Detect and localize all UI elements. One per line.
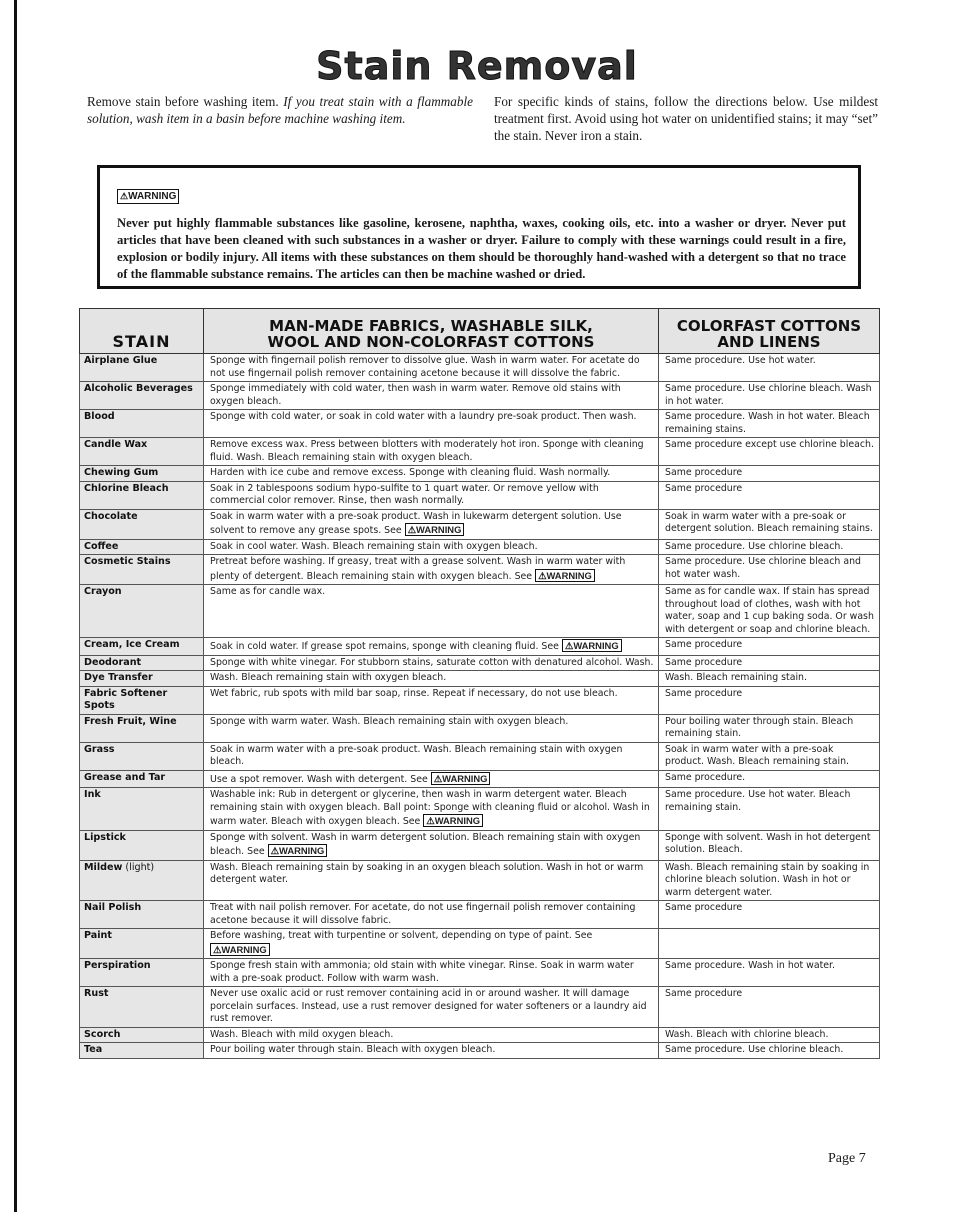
man-made-procedure: Sponge with cold water, or soak in cold water with a laundry pre-soak product. Then wash. xyxy=(210,411,637,422)
table-row xyxy=(80,788,880,831)
colorfast-procedure: Same procedure. Wash in hot water. xyxy=(665,960,836,971)
stain-name: Cream, Ice Cream xyxy=(84,639,180,650)
colorfast-procedure: Same procedure xyxy=(665,467,743,478)
stain-name-cell xyxy=(80,655,204,671)
man-made-procedure: Use a spot remover. Wash with detergent. See xyxy=(210,773,431,785)
intro-left-italic-text: If you treat stain with a flammable solution, wash item in a basin before machine washing item. xyxy=(87,94,473,126)
man-made-procedure-cell xyxy=(204,788,659,831)
warning-box xyxy=(97,165,861,289)
colorfast-procedure-cell xyxy=(659,770,880,788)
header-man-made-line2: WOOL AND NON-COLORFAST COTTONS xyxy=(267,333,595,351)
man-made-procedure: Soak in warm water with a pre-soak product. Wash. Bleach remaining stain with oxygen bleach. xyxy=(210,743,623,767)
header-man-made-line1: MAN-MADE FABRICS, WASHABLE SILK, xyxy=(269,317,593,335)
man-made-procedure: Wash. Bleach remaining stain with oxygen bleach. xyxy=(210,672,447,683)
colorfast-procedure: Wash. Bleach remaining stain. xyxy=(665,672,807,683)
colorfast-procedure-cell xyxy=(659,509,880,539)
man-made-procedure: Soak in warm water with a pre-soak product. Wash in lukewarm detergent solution. Use solvent to remove any grease spots. See xyxy=(210,510,622,536)
header-stain: STAIN xyxy=(80,309,204,354)
intro-left-paragraph xyxy=(87,93,473,127)
stain-name: Scorch xyxy=(84,1028,121,1040)
table-row xyxy=(80,901,880,929)
table-row xyxy=(80,539,880,555)
man-made-procedure-cell xyxy=(204,585,659,638)
table-row xyxy=(80,987,880,1028)
man-made-procedure-cell xyxy=(204,555,659,585)
inline-warning-badge xyxy=(431,772,491,785)
stain-table-wrapper xyxy=(79,308,879,1059)
stain-name-cell xyxy=(80,1027,204,1043)
inline-warning-badge xyxy=(562,639,622,652)
warning-triangle-icon: ⚠ xyxy=(407,524,417,535)
man-made-procedure: Harden with ice cube and remove excess. Sponge with cleaning fluid. Wash normally. xyxy=(210,467,611,478)
man-made-procedure: Sponge with white vinegar. For stubborn stains, saturate cotton with denatured alcohol. Wash. xyxy=(210,656,654,668)
man-made-procedure-cell xyxy=(204,438,659,466)
man-made-procedure-cell xyxy=(204,655,659,671)
warning-badge-label: WARNING xyxy=(128,191,177,202)
stain-name-cell xyxy=(80,686,204,714)
table-row xyxy=(80,585,880,638)
warning-triangle-icon: ⚠ xyxy=(270,845,279,856)
colorfast-procedure: Same procedure except use chlorine bleach. xyxy=(665,439,874,450)
stain-name-cell xyxy=(80,860,204,901)
stain-name: Fabric Softener Spots xyxy=(84,687,168,711)
colorfast-procedure-cell xyxy=(659,466,880,482)
stain-name: Lipstick xyxy=(84,831,126,843)
colorfast-procedure: Same procedure. xyxy=(665,771,746,783)
stain-name: Chocolate xyxy=(84,510,138,522)
colorfast-procedure: Soak in warm water with a pre-soak or detergent solution. Bleach remaining stains. xyxy=(665,510,873,534)
stain-name: Perspiration xyxy=(84,960,151,971)
table-row xyxy=(80,555,880,585)
stain-name: Cosmetic Stains xyxy=(84,556,171,567)
man-made-procedure: Sponge with solvent. Wash in warm detergent solution. Bleach remaining stain with oxygen bleach. See xyxy=(210,831,641,857)
warning-triangle-icon: ⚠ xyxy=(426,815,435,826)
colorfast-procedure: Same procedure. Use chlorine bleach. Wash in hot water. xyxy=(665,383,872,407)
man-made-procedure-cell xyxy=(204,1027,659,1043)
inline-warning-badge xyxy=(405,523,465,536)
colorfast-procedure-cell xyxy=(659,860,880,901)
page-number: Page 7 xyxy=(828,1151,866,1166)
colorfast-procedure: Same procedure xyxy=(665,482,743,494)
man-made-procedure-cell xyxy=(204,509,659,539)
man-made-procedure-cell xyxy=(204,481,659,509)
stain-name: Crayon xyxy=(84,586,122,597)
header-colorfast-cottons xyxy=(659,309,880,354)
table-row xyxy=(80,481,880,509)
colorfast-procedure: Same procedure. Use chlorine bleach and hot water wash. xyxy=(665,556,861,580)
stain-name-cell xyxy=(80,987,204,1028)
stain-name-cell xyxy=(80,770,204,788)
man-made-procedure: Before washing, treat with turpentine or solvent, depending on type of paint. See xyxy=(210,930,593,941)
man-made-procedure: Sponge fresh stain with ammonia; old stain with white vinegar. Rinse. Soak in warm water with a pre-soak product. Follow with warm wash. xyxy=(210,960,634,984)
table-row xyxy=(80,686,880,714)
stain-name-cell xyxy=(80,714,204,742)
table-header-row xyxy=(80,309,880,354)
colorfast-procedure-cell xyxy=(659,742,880,770)
man-made-procedure-cell xyxy=(204,830,659,860)
man-made-procedure: Same as for candle wax. xyxy=(210,586,326,597)
colorfast-procedure: Same procedure xyxy=(665,988,743,999)
man-made-procedure-cell xyxy=(204,959,659,987)
header-man-made-fabrics xyxy=(204,309,659,354)
colorfast-procedure: Pour boiling water through stain. Bleach remaining stain. xyxy=(665,715,854,739)
page-title: Stain Removal xyxy=(316,44,638,88)
stain-name: Fresh Fruit, Wine xyxy=(84,715,177,727)
colorfast-procedure-cell xyxy=(659,901,880,929)
colorfast-procedure: Same procedure. Use chlorine bleach. xyxy=(665,540,844,552)
table-row xyxy=(80,860,880,901)
man-made-procedure: Never use oxalic acid or rust remover containing acid in or around washer. It will damage porcelain surfaces. Instead, use a rust remover designed for water softeners or a laundry aid rust remover. xyxy=(210,988,647,1024)
stain-name-cell xyxy=(80,354,204,382)
colorfast-procedure-cell xyxy=(659,481,880,509)
man-made-procedure: Sponge with fingernail polish remover to dissolve glue. Wash in warm water. For acetate do not use fingernail polish remover containing acetone because it will dissolve the fabric. xyxy=(210,355,640,379)
stain-name: Deodorant xyxy=(84,656,142,668)
colorfast-procedure-cell xyxy=(659,539,880,555)
table-row xyxy=(80,1027,880,1043)
colorfast-procedure-cell xyxy=(659,959,880,987)
inline-warning-badge xyxy=(423,814,483,827)
colorfast-procedure: Same procedure xyxy=(665,687,743,699)
stain-name: Chlorine Bleach xyxy=(84,482,169,494)
man-made-procedure-cell xyxy=(204,354,659,382)
intro-right-paragraph: For specific kinds of stains, follow the directions below. Use mildest treatment first. Avoid using hot water on unidentified stains; it may “set” the stain. Never iron a stain. xyxy=(494,94,878,143)
man-made-procedure-cell xyxy=(204,929,659,959)
man-made-procedure: Remove excess wax. Press between blotters with moderately hot iron. Sponge with cleaning fluid. Wash. Bleach remaining stain with oxygen bleach. xyxy=(210,439,644,463)
warning-triangle-icon: ⚠ xyxy=(564,640,574,651)
colorfast-procedure-cell xyxy=(659,382,880,410)
colorfast-procedure-cell xyxy=(659,1027,880,1043)
colorfast-procedure: Soak in warm water with a pre-soak product. Wash. Bleach remaining stain. xyxy=(665,743,849,767)
inline-warning-badge xyxy=(268,844,328,857)
stain-name: Paint xyxy=(84,930,112,941)
colorfast-procedure-cell xyxy=(659,638,880,656)
colorfast-procedure-cell xyxy=(659,555,880,585)
man-made-procedure-cell xyxy=(204,770,659,788)
colorfast-procedure-cell xyxy=(659,929,880,959)
stain-name: Dye Transfer xyxy=(84,672,153,683)
stain-name-cell xyxy=(80,959,204,987)
stain-table-body xyxy=(80,354,880,1059)
stain-name-cell xyxy=(80,788,204,831)
header-colorfast-line1: COLORFAST COTTONS xyxy=(676,317,862,335)
warning-triangle-icon: ⚠ xyxy=(120,191,129,201)
colorfast-procedure: Same procedure. Wash in hot water. Bleach remaining stains. xyxy=(665,411,870,435)
colorfast-procedure-cell xyxy=(659,410,880,438)
table-row xyxy=(80,671,880,687)
table-row xyxy=(80,830,880,860)
colorfast-procedure: Same procedure xyxy=(665,656,743,668)
warning-triangle-icon: ⚠ xyxy=(538,569,547,581)
colorfast-procedure-cell xyxy=(659,671,880,687)
stain-name-cell xyxy=(80,901,204,929)
left-margin-rule xyxy=(14,0,17,1212)
man-made-procedure: Soak in cold water. If grease spot remains, sponge with cleaning fluid. See xyxy=(210,641,562,652)
stain-name: Tea xyxy=(84,1044,103,1055)
stain-name: Airplane Glue xyxy=(84,355,158,366)
stain-name: Grass xyxy=(84,743,115,755)
stain-name-cell xyxy=(80,555,204,585)
warning-text: Never put highly flammable substances like gasoline, kerosene, naphtha, waxes, cooking oils, etc. into a washer or dryer. Never put articles that have been cleaned with such substances in a washer or dryer. Failure to comply with these warnings could result in a fire, explosion or bodily injury. All items with these substances on them should be thoroughly hand-washed with a detergent so that no trace of the flammable substance remains. The articles can then be machine washed or dried. xyxy=(117,216,846,281)
table-row xyxy=(80,929,880,959)
stain-name-cell xyxy=(80,481,204,509)
table-row xyxy=(80,742,880,770)
man-made-procedure: Pour boiling water through stain. Bleach with oxygen bleach. xyxy=(210,1044,496,1055)
colorfast-procedure: Wash. Bleach with chlorine bleach. xyxy=(665,1028,829,1040)
colorfast-procedure: Wash. Bleach remaining stain by soaking in chlorine bleach solution. Wash in hot or warm detergent water. xyxy=(665,861,870,898)
stain-name-cell xyxy=(80,830,204,860)
stain-name-cell xyxy=(80,585,204,638)
warning-badge xyxy=(117,189,179,204)
colorfast-procedure-cell xyxy=(659,987,880,1028)
table-row xyxy=(80,382,880,410)
colorfast-procedure: Sponge with solvent. Wash in hot detergent solution. Bleach. xyxy=(665,831,871,855)
colorfast-procedure: Same procedure xyxy=(665,639,743,650)
colorfast-procedure: Same procedure. Use hot water. Bleach remaining stain. xyxy=(665,789,851,813)
man-made-procedure-cell xyxy=(204,860,659,901)
colorfast-procedure: Same procedure. Use hot water. xyxy=(665,355,816,366)
table-row xyxy=(80,509,880,539)
stain-name: Ink xyxy=(84,789,101,800)
table-row xyxy=(80,714,880,742)
colorfast-procedure: Same procedure xyxy=(665,902,743,913)
colorfast-procedure-cell xyxy=(659,714,880,742)
stain-name: Rust xyxy=(84,988,109,999)
inline-warning-badge xyxy=(535,569,595,582)
stain-name: Alcoholic Beverages xyxy=(84,383,193,394)
man-made-procedure-cell xyxy=(204,671,659,687)
colorfast-procedure: Same as for candle wax. If stain has spread throughout load of clothes, wash with hot water, soap and 1 cup baking soda. Or wash with detergent or soap and chlorine bleach. xyxy=(665,586,874,635)
colorfast-procedure-cell xyxy=(659,438,880,466)
man-made-procedure-cell xyxy=(204,539,659,555)
inline-warning-label: WARNING xyxy=(221,943,267,955)
colorfast-procedure-cell xyxy=(659,655,880,671)
man-made-procedure-cell xyxy=(204,638,659,656)
stain-name-cell xyxy=(80,410,204,438)
man-made-procedure: Soak in cool water. Wash. Bleach remaining stain with oxygen bleach. xyxy=(210,540,538,552)
man-made-procedure-cell xyxy=(204,987,659,1028)
table-row xyxy=(80,770,880,788)
table-row xyxy=(80,410,880,438)
stain-table xyxy=(79,308,880,1059)
inline-warning-label: WARNING xyxy=(573,640,619,651)
inline-warning-label: WARNING xyxy=(279,845,325,856)
man-made-procedure: Sponge immediately with cold water, then wash in warm water. Remove old stains with oxygen bleach. xyxy=(210,383,621,407)
stain-name-cell xyxy=(80,1043,204,1059)
man-made-procedure: Wash. Bleach remaining stain by soaking in an oxygen bleach solution. Wash in hot or warm detergent water. xyxy=(210,861,644,885)
man-made-procedure-cell xyxy=(204,1043,659,1059)
stain-name-cell xyxy=(80,638,204,656)
stain-name: Mildew xyxy=(84,861,123,873)
header-colorfast-line2: AND LINENS xyxy=(717,333,821,351)
table-row xyxy=(80,466,880,482)
warning-triangle-icon: ⚠ xyxy=(213,943,222,955)
colorfast-procedure-cell xyxy=(659,1043,880,1059)
man-made-procedure-cell xyxy=(204,901,659,929)
stain-name-cell xyxy=(80,438,204,466)
man-made-procedure: Wash. Bleach with mild oxygen bleach. xyxy=(210,1028,394,1040)
table-row xyxy=(80,655,880,671)
man-made-procedure-cell xyxy=(204,466,659,482)
man-made-procedure-cell xyxy=(204,742,659,770)
man-made-procedure-cell xyxy=(204,714,659,742)
stain-name-cell xyxy=(80,671,204,687)
warning-triangle-icon: ⚠ xyxy=(433,772,443,784)
stain-name: Coffee xyxy=(84,540,119,552)
stain-name-cell xyxy=(80,382,204,410)
man-made-procedure: Pretreat before washing. If greasy, treat with a grease solvent. Wash in warm water with plenty of detergent. Bleach remaining stain with oxygen bleach. See xyxy=(210,556,626,582)
inline-warning-label: WARNING xyxy=(416,524,462,535)
man-made-procedure: Wet fabric, rub spots with mild bar soap, rinse. Repeat if necessary, do not use bleach. xyxy=(210,687,618,699)
man-made-procedure-cell xyxy=(204,382,659,410)
colorfast-procedure-cell xyxy=(659,354,880,382)
colorfast-procedure-cell xyxy=(659,686,880,714)
stain-name: Nail Polish xyxy=(84,902,142,913)
man-made-procedure-cell xyxy=(204,410,659,438)
stain-name-cell xyxy=(80,742,204,770)
stain-name-cell xyxy=(80,929,204,959)
table-row xyxy=(80,638,880,656)
stain-name: Blood xyxy=(84,411,115,422)
colorfast-procedure-cell xyxy=(659,788,880,831)
colorfast-procedure-cell xyxy=(659,830,880,860)
table-row xyxy=(80,354,880,382)
stain-name-cell xyxy=(80,466,204,482)
man-made-procedure: Washable ink: Rub in detergent or glycerine, then wash in warm detergent water. Bleach remaining stain with oxygen bleach. Ball point: Sponge with cleaning fluid or alcohol. Wash in warm water. Bleach with oxygen bleach. See xyxy=(210,789,650,827)
colorfast-procedure: Same procedure. Use chlorine bleach. xyxy=(665,1044,844,1055)
stain-name-note: (light) xyxy=(122,861,155,873)
intro-left-text: Remove stain before washing item. xyxy=(87,94,284,109)
stain-name: Chewing Gum xyxy=(84,467,159,478)
stain-name-cell xyxy=(80,539,204,555)
man-made-procedure-cell xyxy=(204,686,659,714)
colorfast-procedure-cell xyxy=(659,585,880,638)
inline-warning-label: WARNING xyxy=(546,569,592,581)
inline-warning-label: WARNING xyxy=(434,815,481,826)
man-made-procedure: Treat with nail polish remover. For acetate, do not use fingernail polish remover containing acetone because it will dissolve fabric. xyxy=(210,902,636,926)
stain-name: Candle Wax xyxy=(84,439,148,450)
table-row xyxy=(80,438,880,466)
inline-warning-label: WARNING xyxy=(442,772,488,784)
inline-warning-badge xyxy=(210,943,270,956)
table-row xyxy=(80,959,880,987)
man-made-procedure: Sponge with warm water. Wash. Bleach remaining stain with oxygen bleach. xyxy=(210,715,569,727)
stain-name-cell xyxy=(80,509,204,539)
table-row xyxy=(80,1043,880,1059)
man-made-procedure: Soak in 2 tablespoons sodium hypo-sulfite to 1 quart water. Or remove yellow with commercial color remover. Rinse, then wash normally. xyxy=(210,482,599,506)
stain-name: Grease and Tar xyxy=(84,771,166,783)
